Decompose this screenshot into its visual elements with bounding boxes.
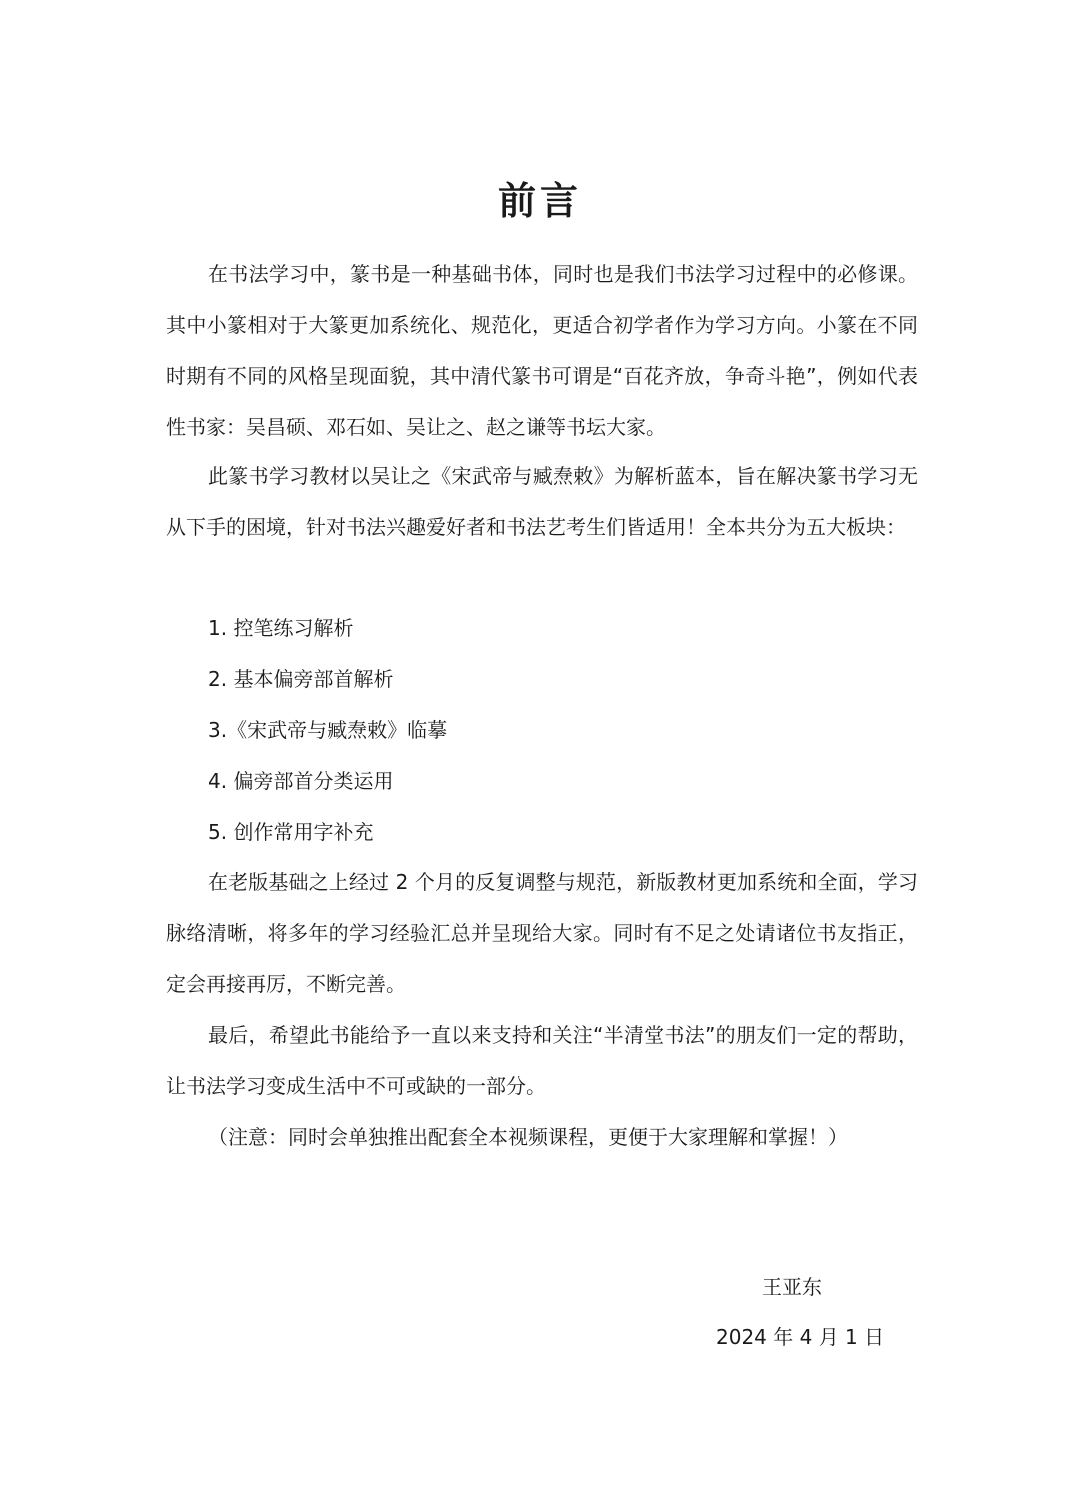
paragraph-intro: 在书法学习中，篆书是一种基础书体，同时也是我们书法学习过程中的必修课。其中小篆相对于大篆更加系统化、规范化，更适合初学者作为学习方向。小篆在不同时期有不同的风格呈现面貌，其中清代篆书可谓是“百花齐放，争奇斗艳”，例如代表性书家：吴昌硕、邓石如、吴让之、赵之谦等书坛大家。 (166, 262, 918, 439)
page-title: 前言 (497, 179, 582, 224)
paragraph-textbook: 此篆书学习教材以吴让之《宋武帝与臧焘敕》为解析蓝本，旨在解决篆书学习无从下手的困境，针对书法兴趣爱好者和书法艺考生们皆适用！全本共分为五大板块： (166, 464, 918, 539)
date-line: 2024 年 4 月 1 日 (716, 1325, 885, 1349)
list-item: 1. 控笔练习解析 (208, 616, 354, 640)
paragraph-revision: 在老版基础之上经过 2 个月的反复调整与规范，新版教材更加系统和全面，学习脉络清晰，将多年的学习经验汇总并呈现给大家。同时有不足之处请诸位书友指正，定会再接再厉，不断完善。 (166, 870, 918, 996)
section-list (208, 603, 908, 858)
list-item: 5. 创作常用字补充 (208, 820, 374, 844)
note-text: （注意：同时会单独推出配套全本视频课程，更便于大家理解和掌握！） (208, 1125, 848, 1149)
list-item: 2. 基本偏旁部首解析 (208, 667, 394, 691)
author-signature: 王亚东 (762, 1275, 822, 1299)
list-item: 4. 偏旁部首分类运用 (208, 769, 394, 793)
list-item: 3.《宋武帝与臧焘敕》临摹 (208, 718, 448, 742)
paragraph-closing: 最后，希望此书能给予一直以来支持和关注“半清堂书法”的朋友们一定的帮助，让书法学习变成生活中不可或缺的一部分。 (166, 1023, 918, 1098)
